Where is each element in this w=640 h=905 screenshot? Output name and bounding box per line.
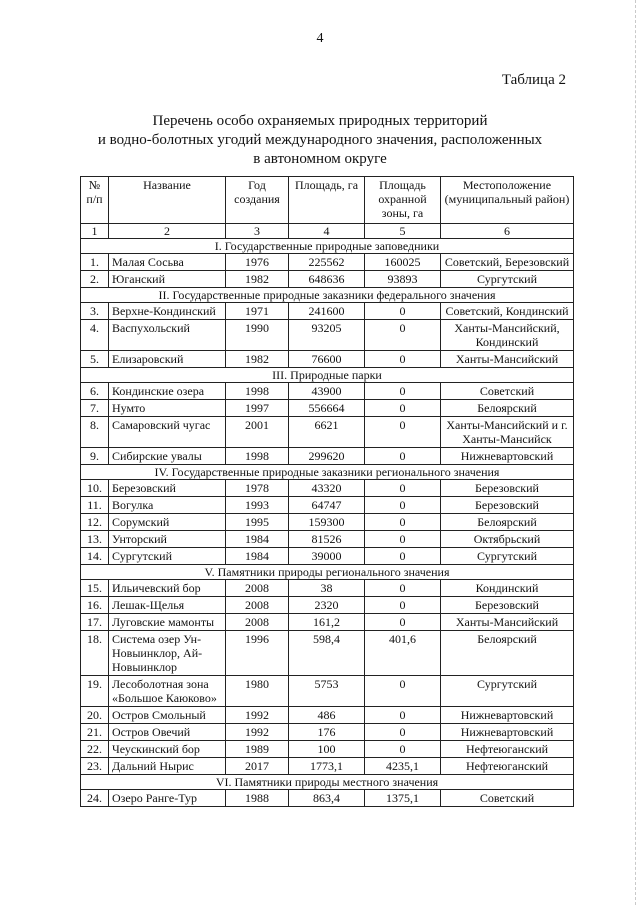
section-title: V. Памятники природы регионального значения — [81, 565, 574, 580]
column-number: 4 — [289, 224, 365, 239]
section-header-row — [81, 465, 574, 480]
municipal-district: Нефтеюганский — [441, 758, 574, 775]
area-name: Вогулка — [109, 497, 226, 514]
buffer-zone-area: 0 — [365, 724, 441, 741]
creation-year: 1980 — [226, 676, 289, 707]
table-row — [81, 707, 574, 724]
row-number: 18. — [81, 631, 109, 676]
municipal-district: Белоярский — [441, 400, 574, 417]
row-number: 7. — [81, 400, 109, 417]
area-name: Дальний Нырис — [109, 758, 226, 775]
buffer-zone-area: 401,6 — [365, 631, 441, 676]
buffer-zone-area: 4235,1 — [365, 758, 441, 775]
creation-year: 1998 — [226, 448, 289, 465]
section-header-row — [81, 775, 574, 790]
title-line-3: в автономном округе — [253, 151, 387, 167]
buffer-zone-area: 0 — [365, 417, 441, 448]
table-row — [81, 514, 574, 531]
municipal-district: Березовский — [441, 497, 574, 514]
table-row — [81, 631, 574, 676]
section-title: VI. Памятники природы местного значения — [81, 775, 574, 790]
creation-year: 2008 — [226, 580, 289, 597]
area-hectares: 76600 — [289, 351, 365, 368]
area-hectares: 43900 — [289, 383, 365, 400]
row-number: 16. — [81, 597, 109, 614]
area-name: Юганский — [109, 271, 226, 288]
municipal-district: Сургутский — [441, 676, 574, 707]
municipal-district: Нефтеюганский — [441, 741, 574, 758]
area-hectares: 39000 — [289, 548, 365, 565]
table-row — [81, 676, 574, 707]
section-title: IV. Государственные природные заказники регионального значения — [81, 465, 574, 480]
municipal-district: Белоярский — [441, 631, 574, 676]
area-name: Остров Овечий — [109, 724, 226, 741]
table-label: Таблица 2 — [501, 72, 566, 88]
table-row — [81, 548, 574, 565]
creation-year: 1984 — [226, 548, 289, 565]
area-hectares: 93205 — [289, 320, 365, 351]
area-hectares: 556664 — [289, 400, 365, 417]
area-hectares: 5753 — [289, 676, 365, 707]
table-row — [81, 400, 574, 417]
table-row — [81, 351, 574, 368]
column-number: 6 — [441, 224, 574, 239]
buffer-zone-area: 0 — [365, 448, 441, 465]
creation-year: 1992 — [226, 707, 289, 724]
buffer-zone-area: 0 — [365, 320, 441, 351]
header-buffer-area: Площадь охранной зоны, га — [365, 177, 441, 224]
creation-year: 2008 — [226, 614, 289, 631]
creation-year: 1989 — [226, 741, 289, 758]
table-row — [81, 320, 574, 351]
row-number: 20. — [81, 707, 109, 724]
buffer-zone-area: 0 — [365, 303, 441, 320]
creation-year: 1990 — [226, 320, 289, 351]
table-row — [81, 303, 574, 320]
area-hectares: 81526 — [289, 531, 365, 548]
area-hectares: 225562 — [289, 254, 365, 271]
column-number: 3 — [226, 224, 289, 239]
buffer-zone-area: 0 — [365, 497, 441, 514]
area-hectares: 43320 — [289, 480, 365, 497]
buffer-zone-area: 0 — [365, 614, 441, 631]
table-row — [81, 580, 574, 597]
row-number: 11. — [81, 497, 109, 514]
area-name: Березовский — [109, 480, 226, 497]
municipal-district: Березовский — [441, 480, 574, 497]
creation-year: 1997 — [226, 400, 289, 417]
area-name: Елизаровский — [109, 351, 226, 368]
table-row — [81, 790, 574, 807]
table-row — [81, 271, 574, 288]
table-row — [81, 448, 574, 465]
area-name: Сургутский — [109, 548, 226, 565]
row-number: 24. — [81, 790, 109, 807]
creation-year: 1988 — [226, 790, 289, 807]
section-title: III. Природные парки — [81, 368, 574, 383]
creation-year: 1993 — [226, 497, 289, 514]
row-number: 2. — [81, 271, 109, 288]
buffer-zone-area: 0 — [365, 597, 441, 614]
area-hectares: 241600 — [289, 303, 365, 320]
municipal-district: Советский, Березовский — [441, 254, 574, 271]
municipal-district: Нижневартовский — [441, 724, 574, 741]
section-header-row — [81, 565, 574, 580]
column-number: 1 — [81, 224, 109, 239]
creation-year: 1995 — [226, 514, 289, 531]
municipal-district: Ханты-Мансийский — [441, 614, 574, 631]
buffer-zone-area: 0 — [365, 531, 441, 548]
area-name: Чеускинский бор — [109, 741, 226, 758]
row-number: 6. — [81, 383, 109, 400]
creation-year: 2008 — [226, 597, 289, 614]
header-row — [81, 177, 574, 224]
table-row — [81, 614, 574, 631]
area-name: Унторский — [109, 531, 226, 548]
title-line-1: Перечень особо охраняемых природных территорий — [152, 113, 488, 129]
row-number: 21. — [81, 724, 109, 741]
area-hectares: 1773,1 — [289, 758, 365, 775]
column-numbers-row — [81, 224, 574, 239]
creation-year: 2017 — [226, 758, 289, 775]
area-name: Верхне-Кондинский — [109, 303, 226, 320]
area-hectares: 38 — [289, 580, 365, 597]
row-number: 12. — [81, 514, 109, 531]
row-number: 8. — [81, 417, 109, 448]
area-hectares: 64747 — [289, 497, 365, 514]
area-hectares: 176 — [289, 724, 365, 741]
table-row — [81, 531, 574, 548]
column-number: 5 — [365, 224, 441, 239]
buffer-zone-area: 1375,1 — [365, 790, 441, 807]
buffer-zone-area: 0 — [365, 514, 441, 531]
row-number: 4. — [81, 320, 109, 351]
column-number: 2 — [109, 224, 226, 239]
document-title — [0, 112, 640, 169]
area-hectares: 648636 — [289, 271, 365, 288]
buffer-zone-area: 0 — [365, 351, 441, 368]
table-row — [81, 417, 574, 448]
municipal-district: Советский, Кондинский — [441, 303, 574, 320]
creation-year: 1996 — [226, 631, 289, 676]
section-title: II. Государственные природные заказники федерального значения — [81, 288, 574, 303]
area-name: Система озер Ун-Новыинклор, Ай-Новыинклор — [109, 631, 226, 676]
municipal-district: Белоярский — [441, 514, 574, 531]
section-title: I. Государственные природные заповедники — [81, 239, 574, 254]
area-name: Лешак-Щелья — [109, 597, 226, 614]
area-name: Озеро Ранге-Тур — [109, 790, 226, 807]
row-number: 1. — [81, 254, 109, 271]
area-name: Кондинские озера — [109, 383, 226, 400]
creation-year: 1992 — [226, 724, 289, 741]
header-area: Площадь, га — [289, 177, 365, 224]
title-line-2: и водно-болотных угодий международного значения, расположенных — [97, 132, 543, 148]
row-number: 10. — [81, 480, 109, 497]
header-year: Год создания — [226, 177, 289, 224]
protected-areas-table — [80, 176, 574, 807]
municipal-district: Кондинский — [441, 580, 574, 597]
row-number: 23. — [81, 758, 109, 775]
row-number: 17. — [81, 614, 109, 631]
buffer-zone-area: 0 — [365, 676, 441, 707]
table-row — [81, 597, 574, 614]
header-num: № п/п — [81, 177, 109, 224]
area-name: Сибирские увалы — [109, 448, 226, 465]
area-name: Ильичевский бор — [109, 580, 226, 597]
municipal-district: Нижневартовский — [441, 707, 574, 724]
table-row — [81, 741, 574, 758]
section-header-row — [81, 368, 574, 383]
creation-year: 1976 — [226, 254, 289, 271]
area-hectares: 6621 — [289, 417, 365, 448]
area-name: Остров Смольный — [109, 707, 226, 724]
municipal-district: Сургутский — [441, 271, 574, 288]
table-row — [81, 383, 574, 400]
area-hectares: 2320 — [289, 597, 365, 614]
buffer-zone-area: 0 — [365, 741, 441, 758]
creation-year: 1978 — [226, 480, 289, 497]
municipal-district: Ханты-Мансийский и г. Ханты-Мансийск — [441, 417, 574, 448]
area-hectares: 100 — [289, 741, 365, 758]
row-number: 22. — [81, 741, 109, 758]
area-hectares: 486 — [289, 707, 365, 724]
table-row — [81, 497, 574, 514]
buffer-zone-area: 0 — [365, 707, 441, 724]
creation-year: 1998 — [226, 383, 289, 400]
section-header-row — [81, 288, 574, 303]
area-hectares: 863,4 — [289, 790, 365, 807]
row-number: 15. — [81, 580, 109, 597]
area-hectares: 598,4 — [289, 631, 365, 676]
area-name: Самаровский чугас — [109, 417, 226, 448]
area-name: Луговские мамонты — [109, 614, 226, 631]
table-row — [81, 254, 574, 271]
row-number: 14. — [81, 548, 109, 565]
creation-year: 1982 — [226, 351, 289, 368]
header-name: Название — [109, 177, 226, 224]
header-location: Местоположение (муниципальный район) — [441, 177, 574, 224]
area-name: Васпухольский — [109, 320, 226, 351]
row-number: 3. — [81, 303, 109, 320]
area-name: Лесоболотная зона «Большое Каюково» — [109, 676, 226, 707]
buffer-zone-area: 0 — [365, 548, 441, 565]
creation-year: 1982 — [226, 271, 289, 288]
municipal-district: Советский — [441, 790, 574, 807]
buffer-zone-area: 0 — [365, 400, 441, 417]
buffer-zone-area: 0 — [365, 383, 441, 400]
area-name: Сорумский — [109, 514, 226, 531]
buffer-zone-area: 93893 — [365, 271, 441, 288]
municipal-district: Сургутский — [441, 548, 574, 565]
creation-year: 1984 — [226, 531, 289, 548]
table-row — [81, 480, 574, 497]
buffer-zone-area: 0 — [365, 480, 441, 497]
area-hectares: 161,2 — [289, 614, 365, 631]
page-number: 4 — [316, 31, 324, 46]
municipal-district: Октябрьский — [441, 531, 574, 548]
row-number: 5. — [81, 351, 109, 368]
municipal-district: Ханты-Мансийский, Кондинский — [441, 320, 574, 351]
municipal-district: Нижневартовский — [441, 448, 574, 465]
table-row — [81, 758, 574, 775]
municipal-district: Ханты-Мансийский — [441, 351, 574, 368]
buffer-zone-area: 0 — [365, 580, 441, 597]
municipal-district: Советский — [441, 383, 574, 400]
creation-year: 1971 — [226, 303, 289, 320]
area-hectares: 299620 — [289, 448, 365, 465]
area-name: Нумто — [109, 400, 226, 417]
row-number: 19. — [81, 676, 109, 707]
section-header-row — [81, 239, 574, 254]
creation-year: 2001 — [226, 417, 289, 448]
municipal-district: Березовский — [441, 597, 574, 614]
buffer-zone-area: 160025 — [365, 254, 441, 271]
area-name: Малая Сосьва — [109, 254, 226, 271]
table-row — [81, 724, 574, 741]
row-number: 13. — [81, 531, 109, 548]
row-number: 9. — [81, 448, 109, 465]
table-body — [81, 239, 574, 807]
area-hectares: 159300 — [289, 514, 365, 531]
